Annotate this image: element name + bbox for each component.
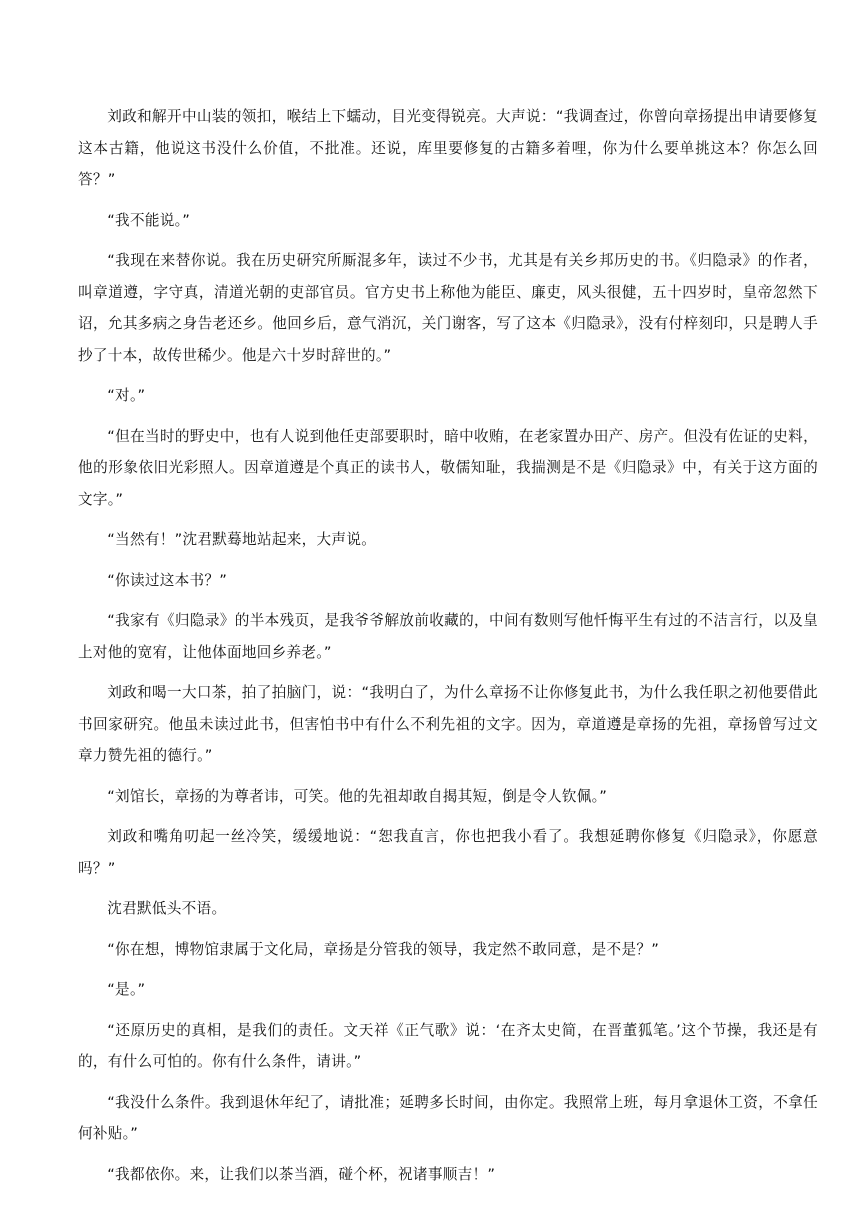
paragraph-11: 刘政和嘴角叨起一丝冷笑，缓缓地说：“恕我直言，你也把我小看了。我想延聘你修复《归隐录》，你愿意吗？”: [78, 828, 818, 877]
paragraph-16: “我没什么条件。我到退休年纪了，请批准；延聘多长时间，由你定。我照常上班，每月拿退休工资，不拿任何补贴。”: [78, 1093, 818, 1142]
paragraph-14: “是。”: [107, 981, 146, 998]
paragraph-3: “我现在来替你说。我在历史研究所厮混多年，读过不少书，尤其是有关乡邦历史的书。《归隐录》的作者，叫章道遵，字守真，清道光朝的吏部官员。官方史书上称他为能臣、廉吏，风头很健，五十四岁时，皇帝忽然下诏，允其多病之身告老还乡。他回乡后，意气消沉，关门谢客，写了这本《归隐录》，没有付梓刻印，只是聘人手抄了十本，故传世稀少。他是六十岁时辞世的。”: [78, 252, 818, 364]
paragraph-13: “你在想，博物馆隶属于文化局，章扬是分管我的领导，我定然不敢同意，是不是？”: [107, 940, 660, 958]
paragraph-12: 沈君默低头不语。: [107, 900, 227, 917]
paragraph-7: “你读过这本书？”: [107, 571, 228, 589]
paragraph-4: “对。”: [107, 387, 146, 404]
paragraph-10: “刘馆长，章扬的为尊者讳，可笑。他的先祖却敢自揭其短，倒是令人钦佩。”: [107, 787, 608, 805]
paragraph-2: “我不能说。”: [107, 211, 191, 229]
paragraph-6: “当然有！”沈君默蓦地站起来，大声说。: [107, 531, 377, 548]
paragraph-17: “我都依你。来，让我们以茶当酒，碰个杯，祝诸事顺吉！”: [107, 1165, 496, 1183]
paragraph-8: “我家有《归隐录》的半本残页，是我爷爷解放前收藏的，中间有数则写他忏悔平生有过的不洁言行，以及皇上对他的宽宥，让他体面地回乡养老。”: [78, 612, 818, 661]
paragraph-5: “但在当时的野史中，也有人说到他任吏部要职时，暗中收贿，在老家置办田产、房产。但没有佐证的史料，他的形象依旧光彩照人。因章道遵是个真正的读书人，敬儒知耻，我揣测是不是《归隐录》中，有关于这方面的文字。”: [78, 427, 818, 508]
paragraph-15: “还原历史的真相，是我们的责任。文天祥《正气歌》说：‘在齐太史简，在晋董狐笔。’这个节操，我还是有的，有什么可怕的。你有什么条件，请讲。”: [78, 1021, 818, 1070]
paragraph-1: 刘政和解开中山装的领扣，喉结上下蠕动，目光变得锐亮。大声说：“我调查过，你曾向章扬提出申请要修复这本古籍，他说这书没什么价值，不批准。还说，库里要修复的古籍多着哩，你为什么要单挑这本？你怎么回答？”: [78, 108, 818, 188]
paragraph-9: 刘政和喝一大口茶，拍了拍脑门，说：“我明白了，为什么章扬不让你修复此书，为什么我任职之初他要借此书回家研究。他虽未读过此书，但害怕书中有什么不利先祖的文字。因为，章道遵是章扬的先祖，章扬曾写过文章力赞先祖的德行。”: [78, 684, 818, 764]
story-text: [78, 101, 818, 1199]
